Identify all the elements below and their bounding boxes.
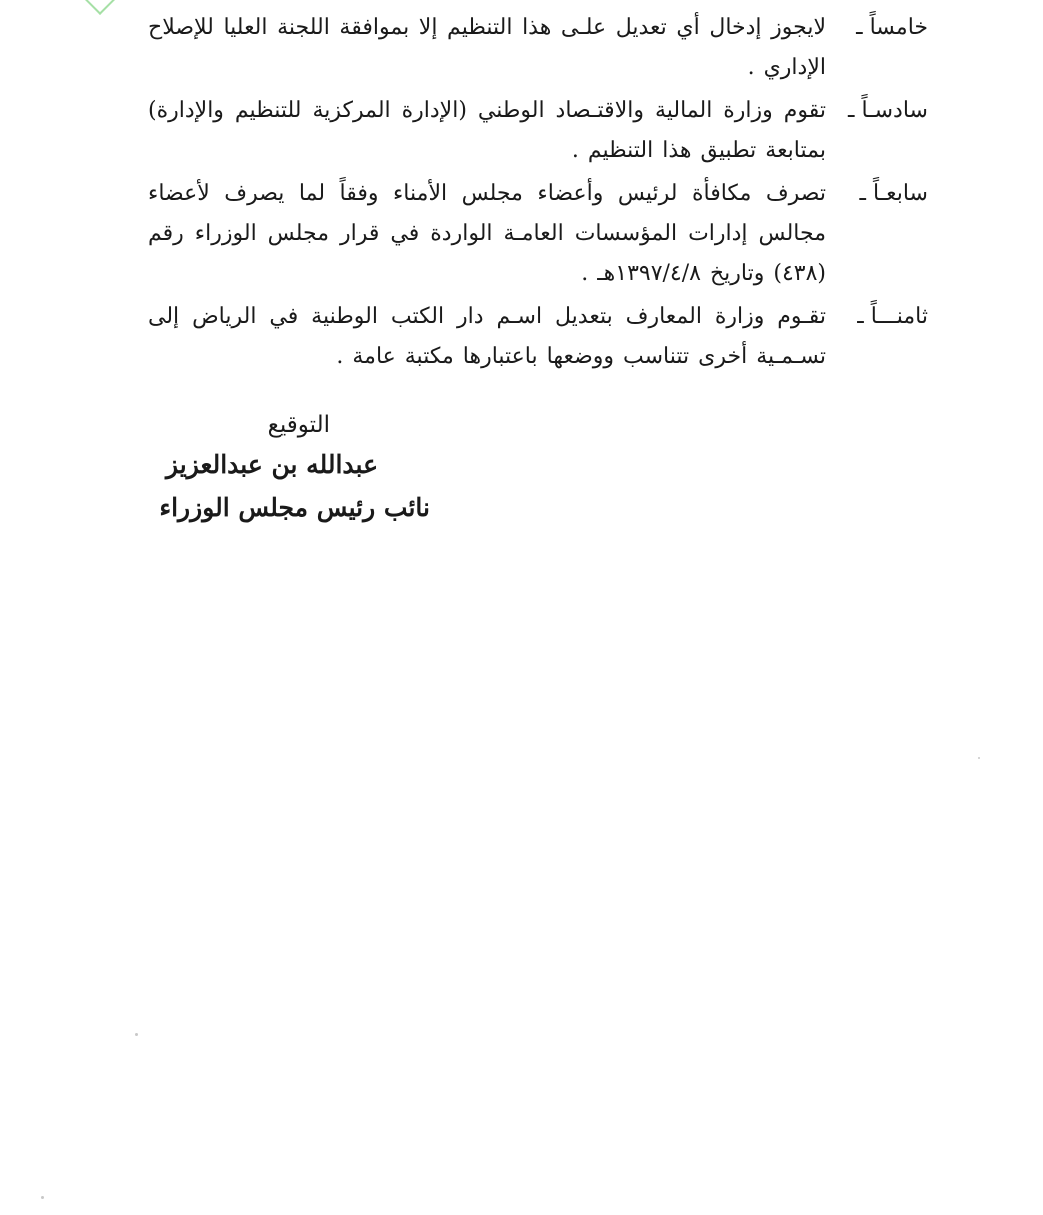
- article-text: لايجوز إدخال أي تعديل علـى هذا التنظيم إلا بموافقة اللجنة العليا للإصلاح الإداري .: [148, 15, 826, 80]
- article-text: تصرف مكافأة لرئيس وأعضاء مجلس الأمناء وفقاً لما يصرف لأعضاء مجالس إدارات المؤسسات العامـة الواردة في قرار مجلس الوزراء رقم (٤٣٨) وتاريخ ١٣٩٧/٤/٨هـ .: [148, 181, 826, 286]
- article-fifth: [148, 8, 928, 88]
- article-label: ثامنـــاً ـ: [857, 304, 928, 329]
- article-text: تقوم وزارة المالية والاقتـصاد الوطني (الإدارة المركزية للتنظيم والإدارة) بمتابعة تطبيق هذا التنظيم .: [148, 98, 826, 163]
- signature-title: التوقيع: [267, 412, 330, 438]
- article-sixth: [148, 91, 928, 171]
- scan-speck: [41, 1196, 44, 1199]
- scan-speck: [978, 757, 980, 759]
- article-label: سادسـاً ـ: [848, 98, 928, 123]
- article-text: تقـوم وزارة المعارف بتعديل اسـم دار الكتب الوطنية في الرياض إلى تسـمـية أخرى تتناسب ووضعها باعتبارها مكتبة عامة .: [148, 304, 826, 369]
- article-seventh: [148, 174, 928, 294]
- signature-block: [140, 405, 430, 531]
- scan-corner-mark: [83, 0, 117, 15]
- scan-speck: [135, 1033, 138, 1036]
- articles-list: [148, 8, 928, 380]
- article-label: خامساً ـ: [856, 15, 928, 40]
- article-label: سابعـاً ـ: [859, 181, 928, 206]
- signatory-name: عبدالله بن عبدالعزيز: [166, 450, 378, 479]
- signatory-role: نائب رئيس مجلس الوزراء: [159, 493, 430, 522]
- article-eighth: [148, 297, 928, 377]
